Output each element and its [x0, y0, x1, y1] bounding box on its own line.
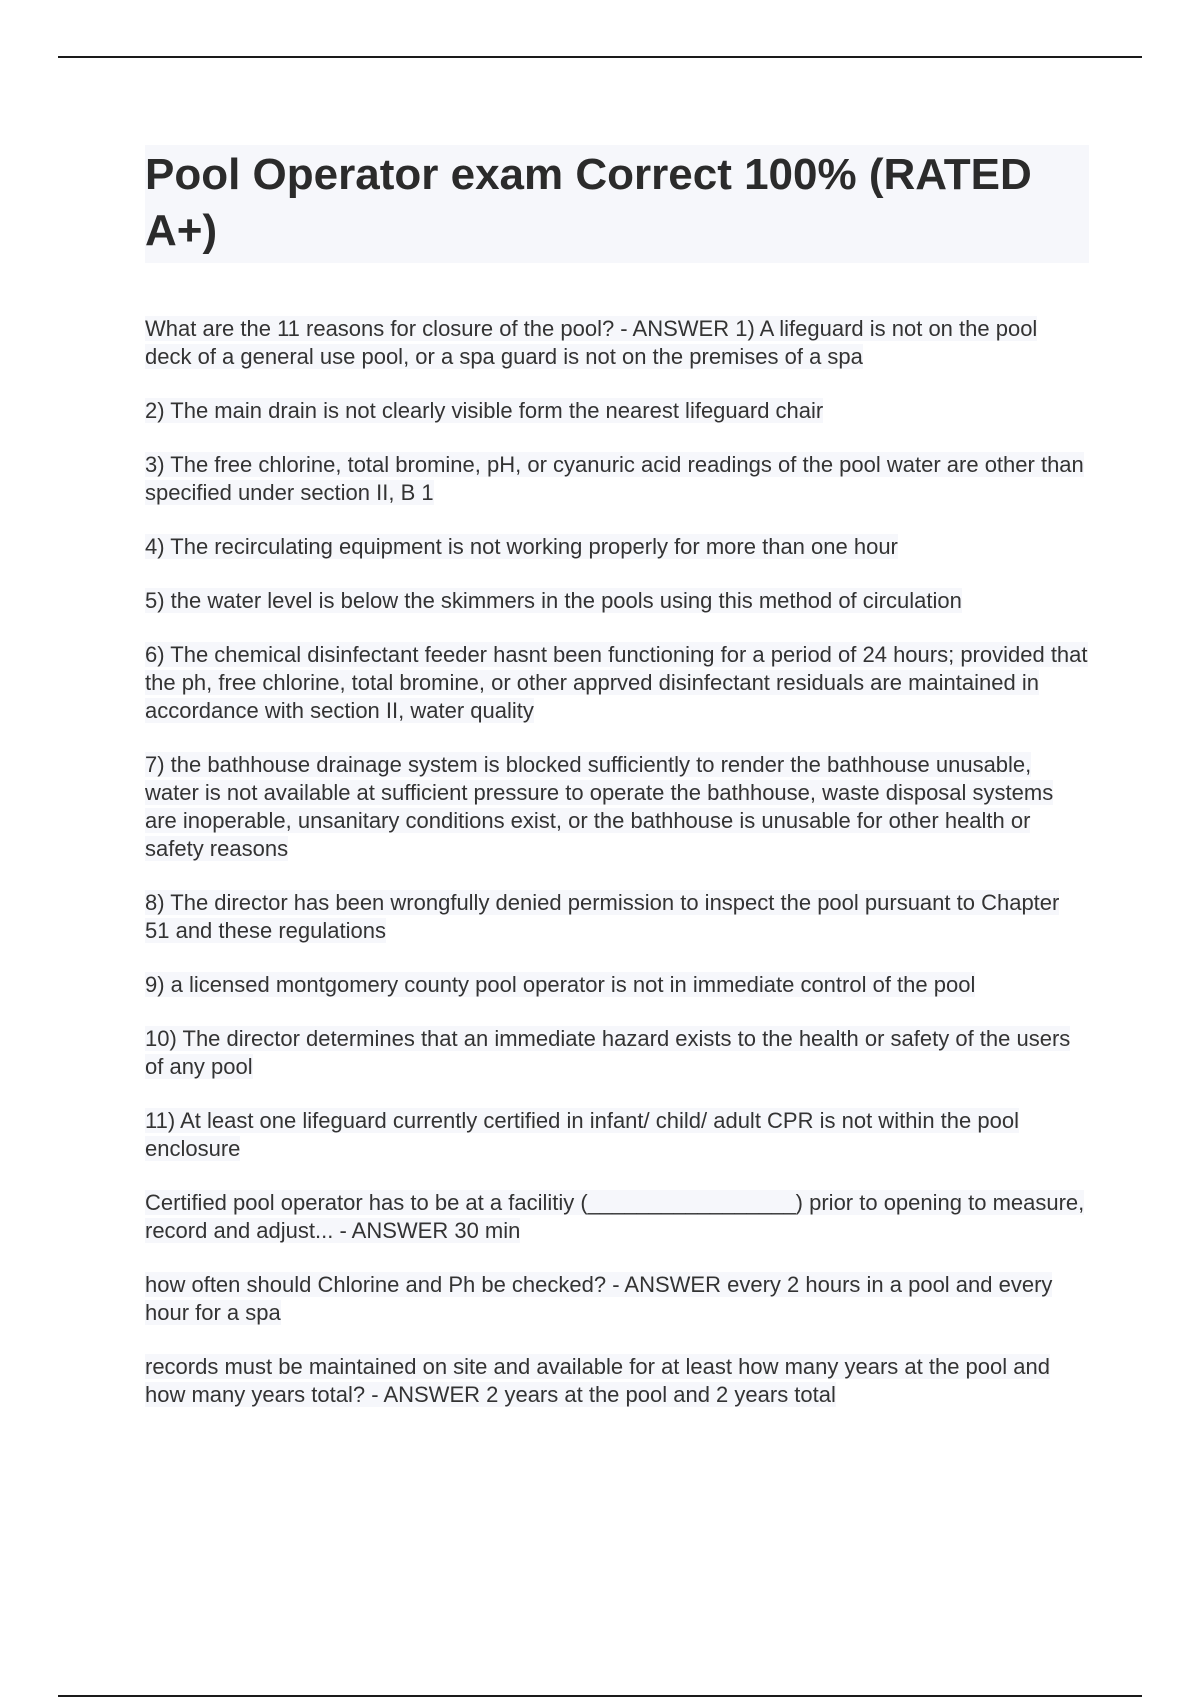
paragraph-text: 8) The director has been wrongfully denied permission to inspect the pool pursuant to Chapter 51 and these regulations: [145, 890, 1060, 943]
paragraph-text: 6) The chemical disinfectant feeder hasnt been functioning for a period of 24 hours; provided that the ph, free chlorine, total bromine, or other apprved disinfectant residuals are maintained in accordance with section II, water quality: [145, 642, 1088, 723]
paragraph-reason-5: [145, 587, 1089, 615]
document-title: Pool Operator exam Correct 100% (RATED A+): [145, 145, 1089, 263]
paragraph-text: 7) the bathhouse drainage system is blocked sufficiently to render the bathhouse unusable, water is not available at sufficient pressure to operate the bathhouse, waste disposal systems are inoperable, unsanitary conditions exist, or the bathhouse is unusable for other health or safety reasons: [145, 752, 1054, 861]
paragraph-question-records-retention: [145, 1353, 1089, 1409]
paragraph-text: 9) a licensed montgomery county pool operator is not in immediate control of the pool: [145, 972, 976, 997]
paragraph-reason-2: [145, 397, 1089, 425]
paragraph-question-operator-arrival: [145, 1189, 1089, 1245]
paragraph-text: 2) The main drain is not clearly visible form the nearest lifeguard chair: [145, 398, 824, 423]
header-rule: [58, 56, 1142, 58]
paragraph-reason-6: [145, 641, 1089, 725]
qa-list: [145, 315, 1089, 1409]
paragraph-text: records must be maintained on site and available for at least how many years at the pool and how many years total? - ANSWER 2 years at the pool and 2 years total: [145, 1354, 1050, 1407]
paragraph-text: 4) The recirculating equipment is not working properly for more than one hour: [145, 534, 898, 559]
paragraph-reason-9: [145, 971, 1089, 999]
paragraph-text: Certified pool operator has to be at a facilitiy (_________________) prior to opening to measure, record and adjust... - ANSWER 30 min: [145, 1190, 1085, 1243]
paragraph-reason-8: [145, 889, 1089, 945]
paragraph-text: 3) The free chlorine, total bromine, pH, or cyanuric acid readings of the pool water are other than specified under section II, B 1: [145, 452, 1084, 505]
paragraph-text: 5) the water level is below the skimmers in the pools using this method of circulation: [145, 588, 962, 613]
paragraph-reason-3: [145, 451, 1089, 507]
document-body: [145, 145, 1089, 1435]
paragraph-question-closure-reasons: [145, 315, 1089, 371]
paragraph-text: 10) The director determines that an immediate hazard exists to the health or safety of the users of any pool: [145, 1026, 1071, 1079]
paragraph-text: What are the 11 reasons for closure of the pool? - ANSWER 1) A lifeguard is not on the pool deck of a general use pool, or a spa guard is not on the premises of a spa: [145, 316, 1038, 369]
paragraph-reason-11: [145, 1107, 1089, 1163]
paragraph-reason-4: [145, 533, 1089, 561]
paragraph-text: how often should Chlorine and Ph be checked? - ANSWER every 2 hours in a pool and every hour for a spa: [145, 1272, 1053, 1325]
paragraph-reason-7: [145, 751, 1089, 863]
paragraph-question-check-frequency: [145, 1271, 1089, 1327]
paragraph-reason-10: [145, 1025, 1089, 1081]
footer-rule: [58, 1695, 1142, 1697]
paragraph-text: 11) At least one lifeguard currently certified in infant/ child/ adult CPR is not within the pool enclosure: [145, 1108, 1019, 1161]
